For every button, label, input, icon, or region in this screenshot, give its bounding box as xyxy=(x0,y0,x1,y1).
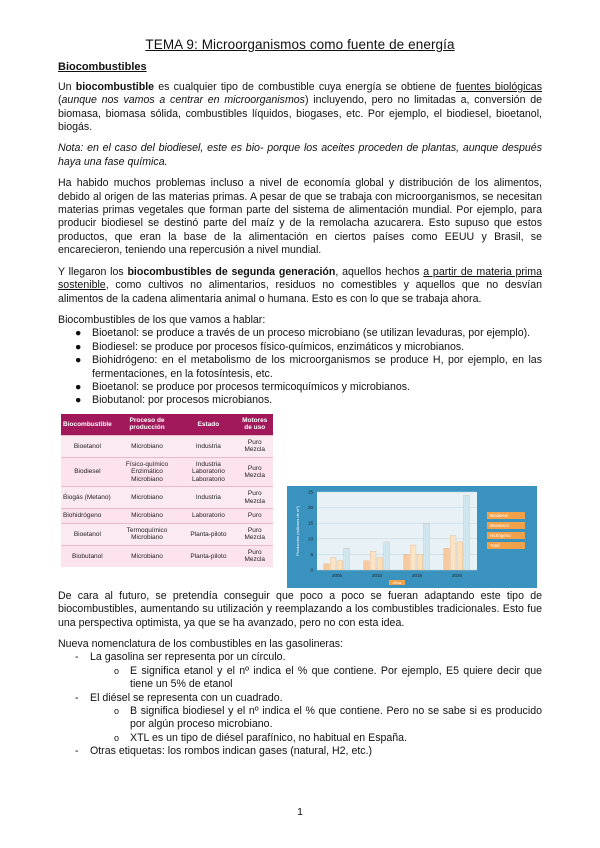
text-run: , como cultivos no alimentarios, residuos no comestibles y aquellos que no desvían alimentos de la cadena alimentaria animal o humana. Esto es con lo que se trabaja ahora. xyxy=(58,279,542,305)
nomenclature-list xyxy=(58,745,542,758)
text-run: ( xyxy=(58,94,62,107)
table-cell: Biohidrógeno xyxy=(61,509,114,524)
page-number: 1 xyxy=(297,806,303,818)
x-axis-label: Años xyxy=(392,580,402,585)
figures-row xyxy=(58,414,542,584)
dash-icon: - xyxy=(75,745,79,758)
table-row xyxy=(61,523,273,545)
text-run: es cualquier tipo de combustible cuya energía se obtiene de xyxy=(154,80,456,93)
bar-biodiesel xyxy=(404,554,410,570)
table-cell: Microbiano xyxy=(114,509,180,524)
text-run: ) incluyendo, pero no limitadas a, conversión de biomasa, biomasa sólida, combustibles líquidos, biogases, etc. Por ejemplo, el biodiesel, bioetanol, biogás. xyxy=(58,94,543,134)
y-tick-label: 15 xyxy=(307,520,313,526)
table-cell: Microbiano xyxy=(114,487,180,509)
biofuel-list xyxy=(58,327,542,407)
paragraph-problems: Ha habido muchos problemas incluso a nivel de economía global y distribución de los alimentos, debido al origen de las materias primas. A pesar de que se trabaja con microorganismos, se necesitan materias primas vegetales que forman parte del sistema de alimentación mundial. Por ejemplo, para producir biodiesel se destinó parte del maíz y de la remolacha azucarera. Esto supuso que estos productos, que eran la base de la alimentación en ciertos países como EEUU y Brasil, se encarecieron, teniendo una repercusión a nivel mundial. xyxy=(58,177,542,257)
circle-bullet-icon: o xyxy=(114,732,120,743)
bar-total xyxy=(424,523,430,570)
list-item xyxy=(58,394,542,407)
term-underlined: fuentes biológicas xyxy=(455,80,542,93)
table-header-cell: Biocombustible xyxy=(61,414,114,436)
table-row xyxy=(61,509,273,524)
term-bold: biocombustible xyxy=(75,80,155,93)
sublist-item xyxy=(58,732,542,745)
dash-icon: - xyxy=(75,651,79,664)
list-item-text: Biodiesel: se produce por procesos físico-químicos, enzimáticos y microbianos. xyxy=(92,340,465,353)
table-cell: Biodiesel xyxy=(61,457,114,487)
bar-bioetanol xyxy=(450,535,456,569)
text-run: Un xyxy=(58,80,76,93)
bar-hidrógeno xyxy=(417,554,423,570)
list-item xyxy=(58,327,542,340)
list-item-text: Bioetanol: se produce a través de un proceso microbiano (se utilizan levaduras, por ejemplo). xyxy=(92,327,531,340)
legend-label: Hidrógeno xyxy=(490,532,511,538)
table-cell: Puro Mezcla xyxy=(237,523,273,545)
table-cell: Microbiano xyxy=(114,545,180,567)
bullet-icon: ● xyxy=(75,340,82,353)
y-tick-label: 10 xyxy=(307,536,313,542)
table-cell: Puro Mezcla xyxy=(237,487,273,509)
list-item xyxy=(58,341,542,354)
table-row xyxy=(61,545,273,567)
table-cell: Puro Mezcla xyxy=(237,435,273,457)
list-item xyxy=(58,692,542,705)
biofuel-table xyxy=(61,414,273,567)
page-title: TEMA 9: Microorganismos como fuente de energía xyxy=(145,37,455,52)
bar-total xyxy=(464,495,470,570)
x-tick-label: 2020 xyxy=(451,572,463,578)
table-cell: Planta-piloto xyxy=(180,545,236,567)
table-cell: Físico-químico Enzimático Microbiano xyxy=(114,457,180,487)
sublist xyxy=(58,705,542,745)
legend-label: Biodiesel xyxy=(490,512,509,518)
circle-bullet-icon: o xyxy=(114,665,120,676)
table-cell: Bioetanol xyxy=(61,435,114,457)
bar-hidrógeno xyxy=(377,557,383,569)
paragraph-second-generation xyxy=(58,266,542,306)
text-run: Y llegaron los xyxy=(58,265,128,278)
bullet-icon: ● xyxy=(75,354,82,367)
table-cell: Industria xyxy=(180,487,236,509)
y-axis-label: Producción (millones de m³) xyxy=(295,505,300,556)
document-page xyxy=(58,38,542,759)
list-item-text: B significa biodiesel y el nº indica el % que contiene. Pero no se sabe si es producido por algún proceso microbiano. xyxy=(130,705,542,731)
list-item xyxy=(58,651,542,664)
table-header-row xyxy=(61,414,273,436)
circle-bullet-icon: o xyxy=(114,706,120,716)
nomenclature-intro: Nueva nomenclatura de los combustibles en las gasolineras: xyxy=(58,637,344,650)
dash-icon: - xyxy=(75,691,79,704)
nomenclature-list xyxy=(58,651,542,664)
bar-bioetanol xyxy=(410,545,416,570)
bar-biodiesel xyxy=(364,560,370,569)
bar-hidrógeno xyxy=(337,560,343,569)
table-row xyxy=(61,487,273,509)
text-run: , aquellos hechos xyxy=(335,265,424,278)
x-tick-label: 2005 xyxy=(331,572,343,578)
list-item xyxy=(58,354,542,381)
table-cell: Planta-piloto xyxy=(180,523,236,545)
bar-hidrógeno xyxy=(457,542,463,570)
bar-biodiesel xyxy=(324,564,330,570)
bar-biodiesel xyxy=(444,548,450,570)
table-header-cell: Motores de uso xyxy=(237,414,273,436)
y-tick-label: 0 xyxy=(310,567,313,573)
sublist-item xyxy=(58,705,542,732)
bullet-icon: ● xyxy=(75,380,82,393)
text-italic: aunque nos vamos a centrar en microorganismos xyxy=(61,94,305,107)
list-intro: Biocombustibles de los que vamos a hablar: xyxy=(58,313,266,326)
term-bold: biocombustibles de segunda generación xyxy=(127,265,336,278)
list-item-text: XTL es un tipo de diésel parafínico, no habitual en España. xyxy=(130,731,407,744)
table-cell: Puro xyxy=(237,509,273,524)
legend-label: Total xyxy=(490,542,500,548)
table-cell: Termoquímico Microbiano xyxy=(114,523,180,545)
table-header-cell: Estado xyxy=(180,414,236,436)
bullet-icon: ● xyxy=(75,327,82,340)
table-cell: Laboratorio xyxy=(180,509,236,524)
table-cell: Biobutanol xyxy=(61,545,114,567)
production-bar-chart xyxy=(287,486,537,588)
term-underlined: a partir de materia prima sostenible xyxy=(58,265,542,292)
table-cell: Puro Mezcla xyxy=(237,457,273,487)
list-item-text: El diésel se representa con un cuadrado. xyxy=(90,691,283,704)
y-tick-label: 25 xyxy=(307,489,313,495)
y-tick-label: 5 xyxy=(310,551,313,557)
bullet-icon: ● xyxy=(75,394,82,407)
sublist xyxy=(58,665,542,692)
x-tick-label: 2015 xyxy=(411,572,423,578)
bar-total xyxy=(384,542,390,570)
x-tick-label: 2010 xyxy=(371,572,383,578)
section-heading: Biocombustibles xyxy=(58,61,147,74)
list-item-text: E significa etanol y el nº indica el % que contiene. Por ejemplo, E5 quiere decir que tiene un 5% de etanol xyxy=(130,664,542,691)
y-tick-label: 20 xyxy=(307,504,313,510)
legend-label: Bioetanol xyxy=(490,522,509,528)
list-item xyxy=(58,381,542,394)
table-cell: Industria xyxy=(180,435,236,457)
list-item-text: Bioetanol: se produce por procesos termicoquímicos y microbianos. xyxy=(92,380,410,393)
bar-total xyxy=(344,548,350,570)
list-item-text: Otras etiquetas: los rombos indican gases (natural, H2, etc.) xyxy=(90,745,373,758)
sublist-item xyxy=(58,665,542,692)
note-paragraph: Nota: en el caso del biodiesel, este es bio- porque los aceites proceden de plantas, aunque después haya una fase química. xyxy=(58,142,542,168)
list-item-text: Biohidrógeno: en el metabolismo de los microorganismos se produce H, por ejemplo, en las fermentaciones, en la fotosíntesis, etc. xyxy=(92,354,542,380)
list-item-text: La gasolina ser representa por un círculo. xyxy=(90,651,286,664)
table-row xyxy=(61,457,273,487)
table-cell: Microbiano xyxy=(114,435,180,457)
table-cell: Bioetanol xyxy=(61,523,114,545)
table-header-cell: Proceso de producción xyxy=(114,414,180,436)
bar-bioetanol xyxy=(370,551,376,570)
list-item-text: Biobutanol: por procesos microbianos. xyxy=(92,394,273,407)
paragraph-future: De cara al futuro, se pretendía conseguir que poco a poco se fueran adaptando este tipo de biocombustibles, aumentando su utilización y reemplazando a los combustibles tradicionales. Esto fue una perspectiva optimista, ya que se ha avanzado, pero no con esta idea. xyxy=(58,589,542,629)
table-cell: Industria Laboratorio Laboratorio xyxy=(180,457,236,487)
table-row xyxy=(61,435,273,457)
table-cell: Puro Mezcla xyxy=(237,545,273,567)
bar-bioetanol xyxy=(330,557,336,569)
nomenclature-list xyxy=(58,692,542,705)
paragraph-definition xyxy=(58,81,542,135)
table-cell: Biogás (Metano) xyxy=(61,487,114,509)
list-item xyxy=(58,745,542,758)
